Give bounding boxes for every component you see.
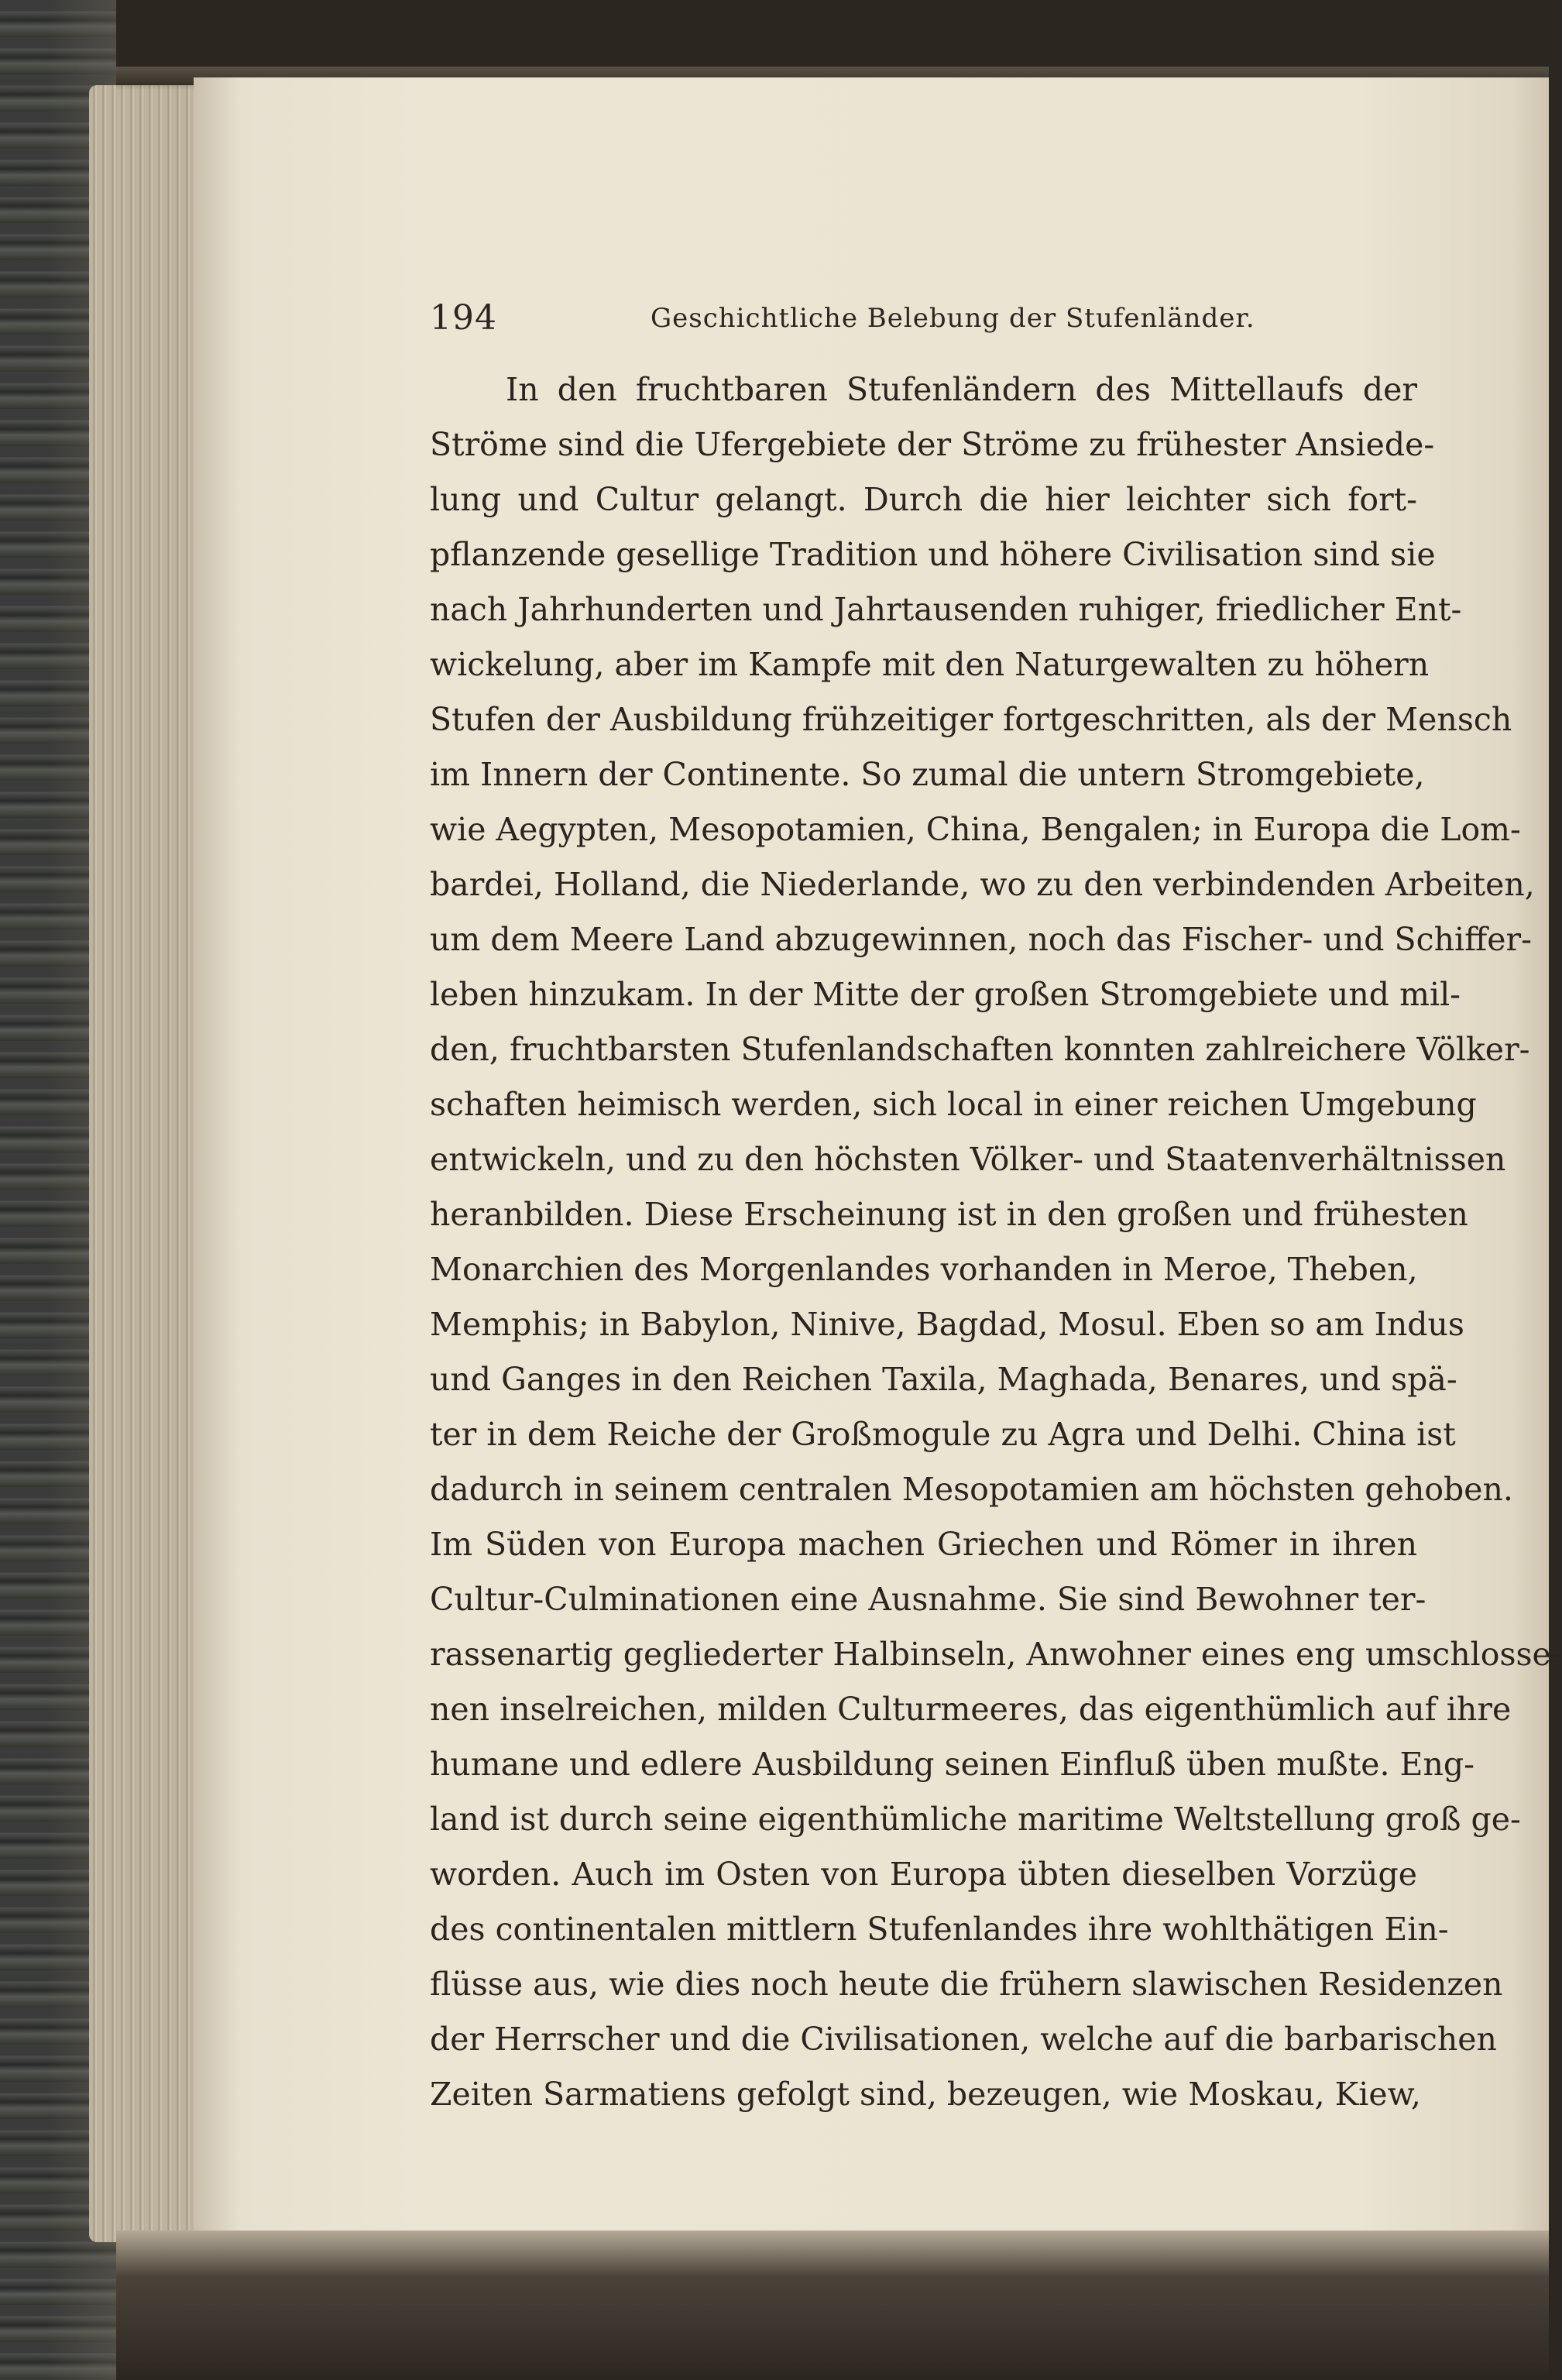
text-line: pflanzende gesellige Tradition und höhere Civilisation sind sie <box>430 536 1436 573</box>
page-bottom-edge <box>116 2231 1549 2380</box>
text-line: schaften heimisch werden, sich local in einer reichen Umgebung <box>430 1086 1477 1123</box>
text-line: dadurch in seinem centralen Mesopotamien am höchsten gehoben. <box>430 1471 1513 1508</box>
text-line: wie Aegypten, Mesopotamien, China, Bengalen; in Europa die Lom- <box>430 811 1521 848</box>
text-line: den, fruchtbarsten Stufenlandschaften konnten zahlreichere Völker- <box>430 1031 1530 1068</box>
text-line: land ist durch seine eigenthümliche maritime Weltstellung groß ge- <box>430 1801 1521 1838</box>
text-line: Ströme sind die Ufergebiete der Ströme zu frühester Ansiede- <box>430 426 1435 463</box>
text-line: des continentalen mittlern Stufenlandes ihre wohlthätigen Ein- <box>430 1911 1449 1948</box>
text-line: entwickeln, und zu den höchsten Völker- und Staatenverhältnissen <box>430 1141 1506 1178</box>
text-line: nach Jahrhunderten und Jahrtausenden ruhiger, friedlicher Ent- <box>430 591 1462 628</box>
text-line: lung und Cultur gelangt. Durch die hier leichter sich fort- <box>430 481 1417 518</box>
running-title: Geschichtliche Belebung der Stufenländer. <box>651 303 1255 334</box>
text-line: um dem Meere Land abzugewinnen, noch das Fischer- und Schiffer- <box>430 921 1532 958</box>
text-line: Im Süden von Europa machen Griechen und Römer in ihren <box>430 1526 1417 1563</box>
text-line: flüsse aus, wie dies noch heute die frühern slawischen Residenzen <box>430 1966 1503 2003</box>
text-line: In den fruchtbaren Stufenländern des Mittellaufs der <box>506 371 1417 408</box>
text-line: heranbilden. Diese Erscheinung ist in den großen und frühesten <box>430 1196 1468 1233</box>
text-line: im Innern der Continente. So zumal die untern Stromgebiete, <box>430 756 1425 793</box>
text-line: ter in dem Reiche der Großmogule zu Agra und Delhi. China ist <box>430 1416 1456 1453</box>
body-text <box>430 364 1562 2169</box>
text-line: der Herrscher und die Civilisationen, welche auf die barbarischen <box>430 2021 1497 2058</box>
text-line: wickelung, aber im Kampfe mit den Naturgewalten zu höhern <box>430 646 1430 683</box>
text-line: bardei, Holland, die Niederlande, wo zu den verbindenden Arbeiten, <box>430 866 1535 903</box>
text-line: Memphis; in Babylon, Ninive, Bagdad, Mosul. Eben so am Indus <box>430 1306 1464 1343</box>
text-line: worden. Auch im Osten von Europa übten dieselben Vorzüge <box>430 1856 1417 1893</box>
page-number: 194 <box>430 298 497 338</box>
text-line: Stufen der Ausbildung frühzeitiger fortgeschritten, als der Mensch <box>430 701 1512 738</box>
text-line: leben hinzukam. In der Mitte der großen Stromgebiete und mil- <box>430 976 1461 1013</box>
text-line: rassenartig gegliederter Halbinseln, Anwohner eines eng umschlosse- <box>430 1636 1562 1673</box>
text-line: humane und edlere Ausbildung seinen Einfluß üben mußte. Eng- <box>430 1746 1474 1783</box>
text-line: Monarchien des Morgenlandes vorhanden in Meroe, Theben, <box>430 1251 1418 1288</box>
running-head <box>430 298 1437 345</box>
text-line: Cultur-Culminationen eine Ausnahme. Sie sind Bewohner ter- <box>430 1581 1426 1618</box>
text-line: nen inselreichen, milden Culturmeeres, das eigenthümlich auf ihre <box>430 1691 1512 1728</box>
text-line: und Ganges in den Reichen Taxila, Maghada, Benares, und spä- <box>430 1361 1457 1398</box>
text-line: Zeiten Sarmatiens gefolgt sind, bezeugen, wie Moskau, Kiew, <box>430 2076 1421 2113</box>
